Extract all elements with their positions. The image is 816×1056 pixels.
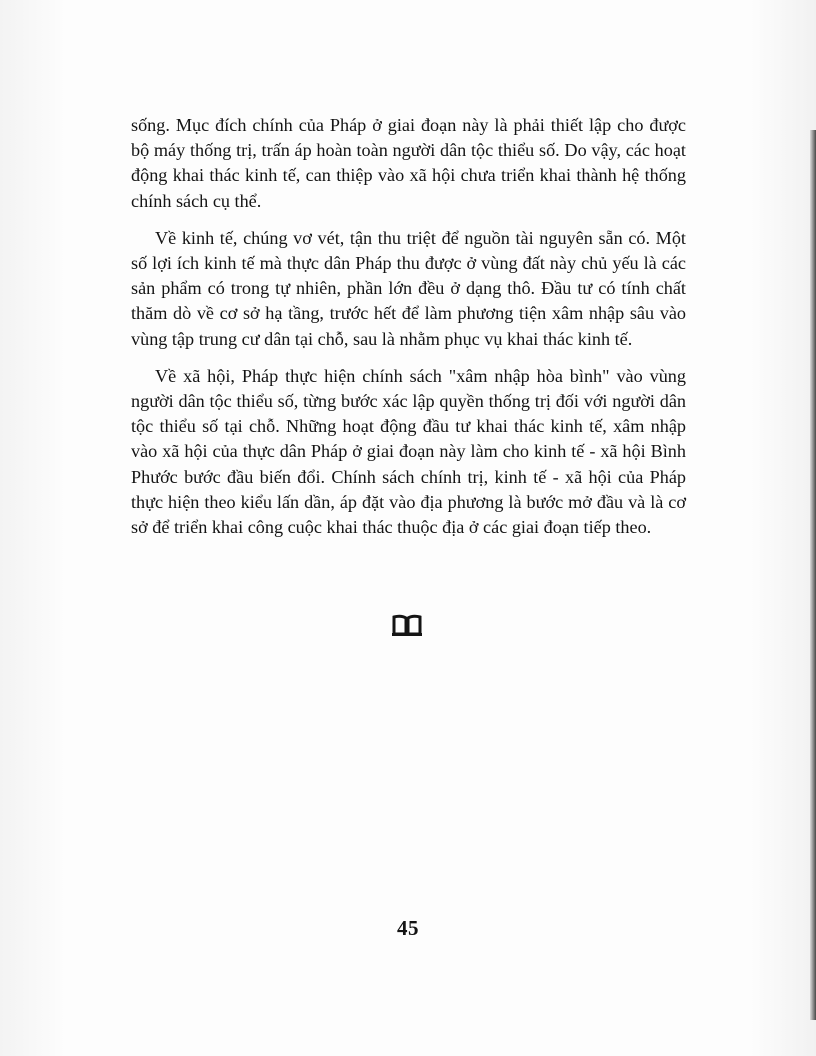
paragraph-economy: Về kinh tế, chúng vơ vét, tận thu triệt để nguồn tài nguyên sẵn có. Một số lợi ích kinh tế mà thực dân Pháp thu được ở vùng đất này chủ yếu là các sản phẩm có trong tự nhiên, phần lớn đều ở dạng thô. Đầu tư có tính chất thăm dò về cơ sở hạ tầng, trước hết để làm phương tiện xâm nhập sâu vào vùng tập trung cư dân tại chỗ, sau là nhằm phục vụ khai thác kinh tế. [131,227,686,349]
body-text [131,113,686,540]
page-edge-shadow [810,130,816,1020]
open-book-icon [392,614,422,636]
paragraph-continuation: sống. Mục đích chính của Pháp ở giai đoạn này là phải thiết lập cho được bộ máy thống trị, trấn áp hoàn toàn người dân tộc thiểu số. Do vậy, các hoạt động khai thác kinh tế, can thiệp vào xã hội chưa triển khai thành hệ thống chính sách cụ thể. [131,115,686,211]
page-number: 45 [397,916,419,940]
paragraph-society: Về xã hội, Pháp thực hiện chính sách "xâm nhập hòa bình" vào vùng người dân tộc thiểu số, từng bước xác lập quyền thống trị đối với người dân tộc thiểu số tại chỗ. Những hoạt động đầu tư khai thác kinh tế, xâm nhập vào xã hội của thực dân Pháp ở giai đoạn này làm cho kinh tế - xã hội Bình Phước bước đầu biến đổi. Chính sách chính trị, kinh tế - xã hội của Pháp thực hiện theo kiểu lấn dần, áp đặt vào địa phương là bước mở đầu và là cơ sở để triển khai công cuộc khai thác thuộc địa ở các giai đoạn tiếp theo. [131,365,686,538]
